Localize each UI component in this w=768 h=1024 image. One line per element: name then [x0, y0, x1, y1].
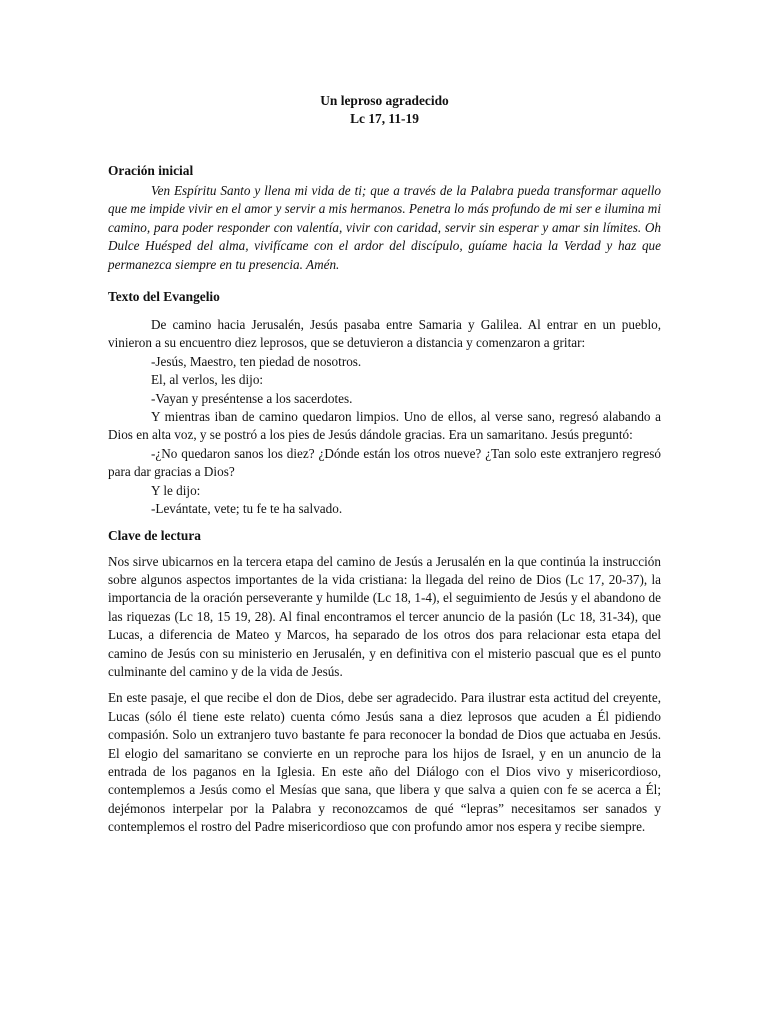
heading-texto-evangelio: Texto del Evangelio	[108, 289, 220, 305]
evangelio-line-5: -Levántate, vete; tu fe te ha salvado.	[151, 501, 343, 517]
evangelio-line-1: -Jesús, Maestro, ten piedad de nosotros.	[151, 353, 362, 369]
document-page	[108, 92, 661, 837]
heading-oracion-inicial: Oración inicial	[108, 163, 194, 178]
heading-clave-lectura: Clave de lectura	[108, 527, 201, 543]
title-line-2: Lc 17, 11-19	[350, 111, 419, 126]
clave-paragraph-1: Nos sirve ubicarnos en la tercera etapa del camino de Jesús a Jerusalén en la que continúa la instrucción sobre algunos aspectos importantes de la vida cristiana: la llegada del reino de Dios (Lc 17, 20-37), la importancia de la oración perseverante y humilde (Lc 18, 1-4), el seguimiento de Jesús y el abandono de las riquezas (Lc 18, 15 19, 28). Al final encontramos el tercer anuncio de la pasión (Lc 18, 31-34), que Lucas, a diferencia de Mateo y Marcos, ha separado de los otros dos para relacionar esta etapa del camino de Jesús con su ministerio en Jerusalén, y en definitiva con el misterio pascual que es el punto culminante del camino y de la vida de Jesús.	[108, 553, 661, 679]
evangelio-paragraph-3: -¿No quedaron sanos los diez? ¿Dónde están los otros nueve? ¿Tan solo este extranjero regresó para dar gracias a Dios?	[108, 445, 661, 480]
evangelio-line-2: El, al verlos, les dijo:	[151, 372, 264, 388]
evangelio-line-4: Y le dijo:	[151, 482, 201, 498]
clave-paragraph-2: En este pasaje, el que recibe el don de Dios, debe ser agradecido. Para ilustrar esta actitud del creyente, Lucas (sólo él tiene este relato) cuenta cómo Jesús sana a diez leprosos que acuden a Él pidiendo compasión. Solo un extranjero tuvo bastante fe para reconocer la bondad de Dios que actuaba en Jesús. El elogio del samaritano se convierte en un reproche para los hijos de Israel, y en un anuncio de la entrada de los paganos en la Iglesia. En este año del Diálogo con el Dios vivo y misericordioso, contemplemos a Jesús como el Mesías que sana, que libera y que salva a quien con fe se acerca a Él; dejémonos interpelar por la Palabra y reconozcamos de qué “lepras” necesitamos ser sanados y contemplemos el rostro del Padre misericordioso que con profundo amor nos espera y recibe siempre.	[108, 690, 661, 835]
evangelio-paragraph-1: De camino hacia Jerusalén, Jesús pasaba entre Samaria y Galilea. Al entrar en un pueblo, vinieron a su encuentro diez leprosos, que se detuvieron a distancia y comenzaron a gritar:	[108, 317, 661, 351]
title-line-1: Un leproso agradecido	[320, 93, 449, 108]
oracion-text: Ven Espíritu Santo y llena mi vida de ti; que a través de la Palabra pueda transformar aquello que me impide vivir en el amor y servir a mis hermanos. Penetra lo más profundo de mi ser e ilumina mi camino, para poder responder con valentía, vivir con caridad, servir sin esperar y amar sin límites. Oh Dulce Huésped del alma, vivifícame con el ardor del discípulo, guíame hacia la Verdad y haz que permanezca siempre en tu presencia. Amén.	[108, 183, 661, 272]
document-title	[108, 92, 661, 128]
evangelio-paragraph-2: Y mientras iban de camino quedaron limpios. Uno de ellos, al verse sano, regresó alabando a Dios en alta voz, y se postró a los pies de Jesús dándole gracias. Era un samaritano. Jesús preguntó:	[108, 409, 661, 443]
evangelio-line-3: -Vayan y preséntense a los sacerdotes.	[151, 390, 353, 406]
